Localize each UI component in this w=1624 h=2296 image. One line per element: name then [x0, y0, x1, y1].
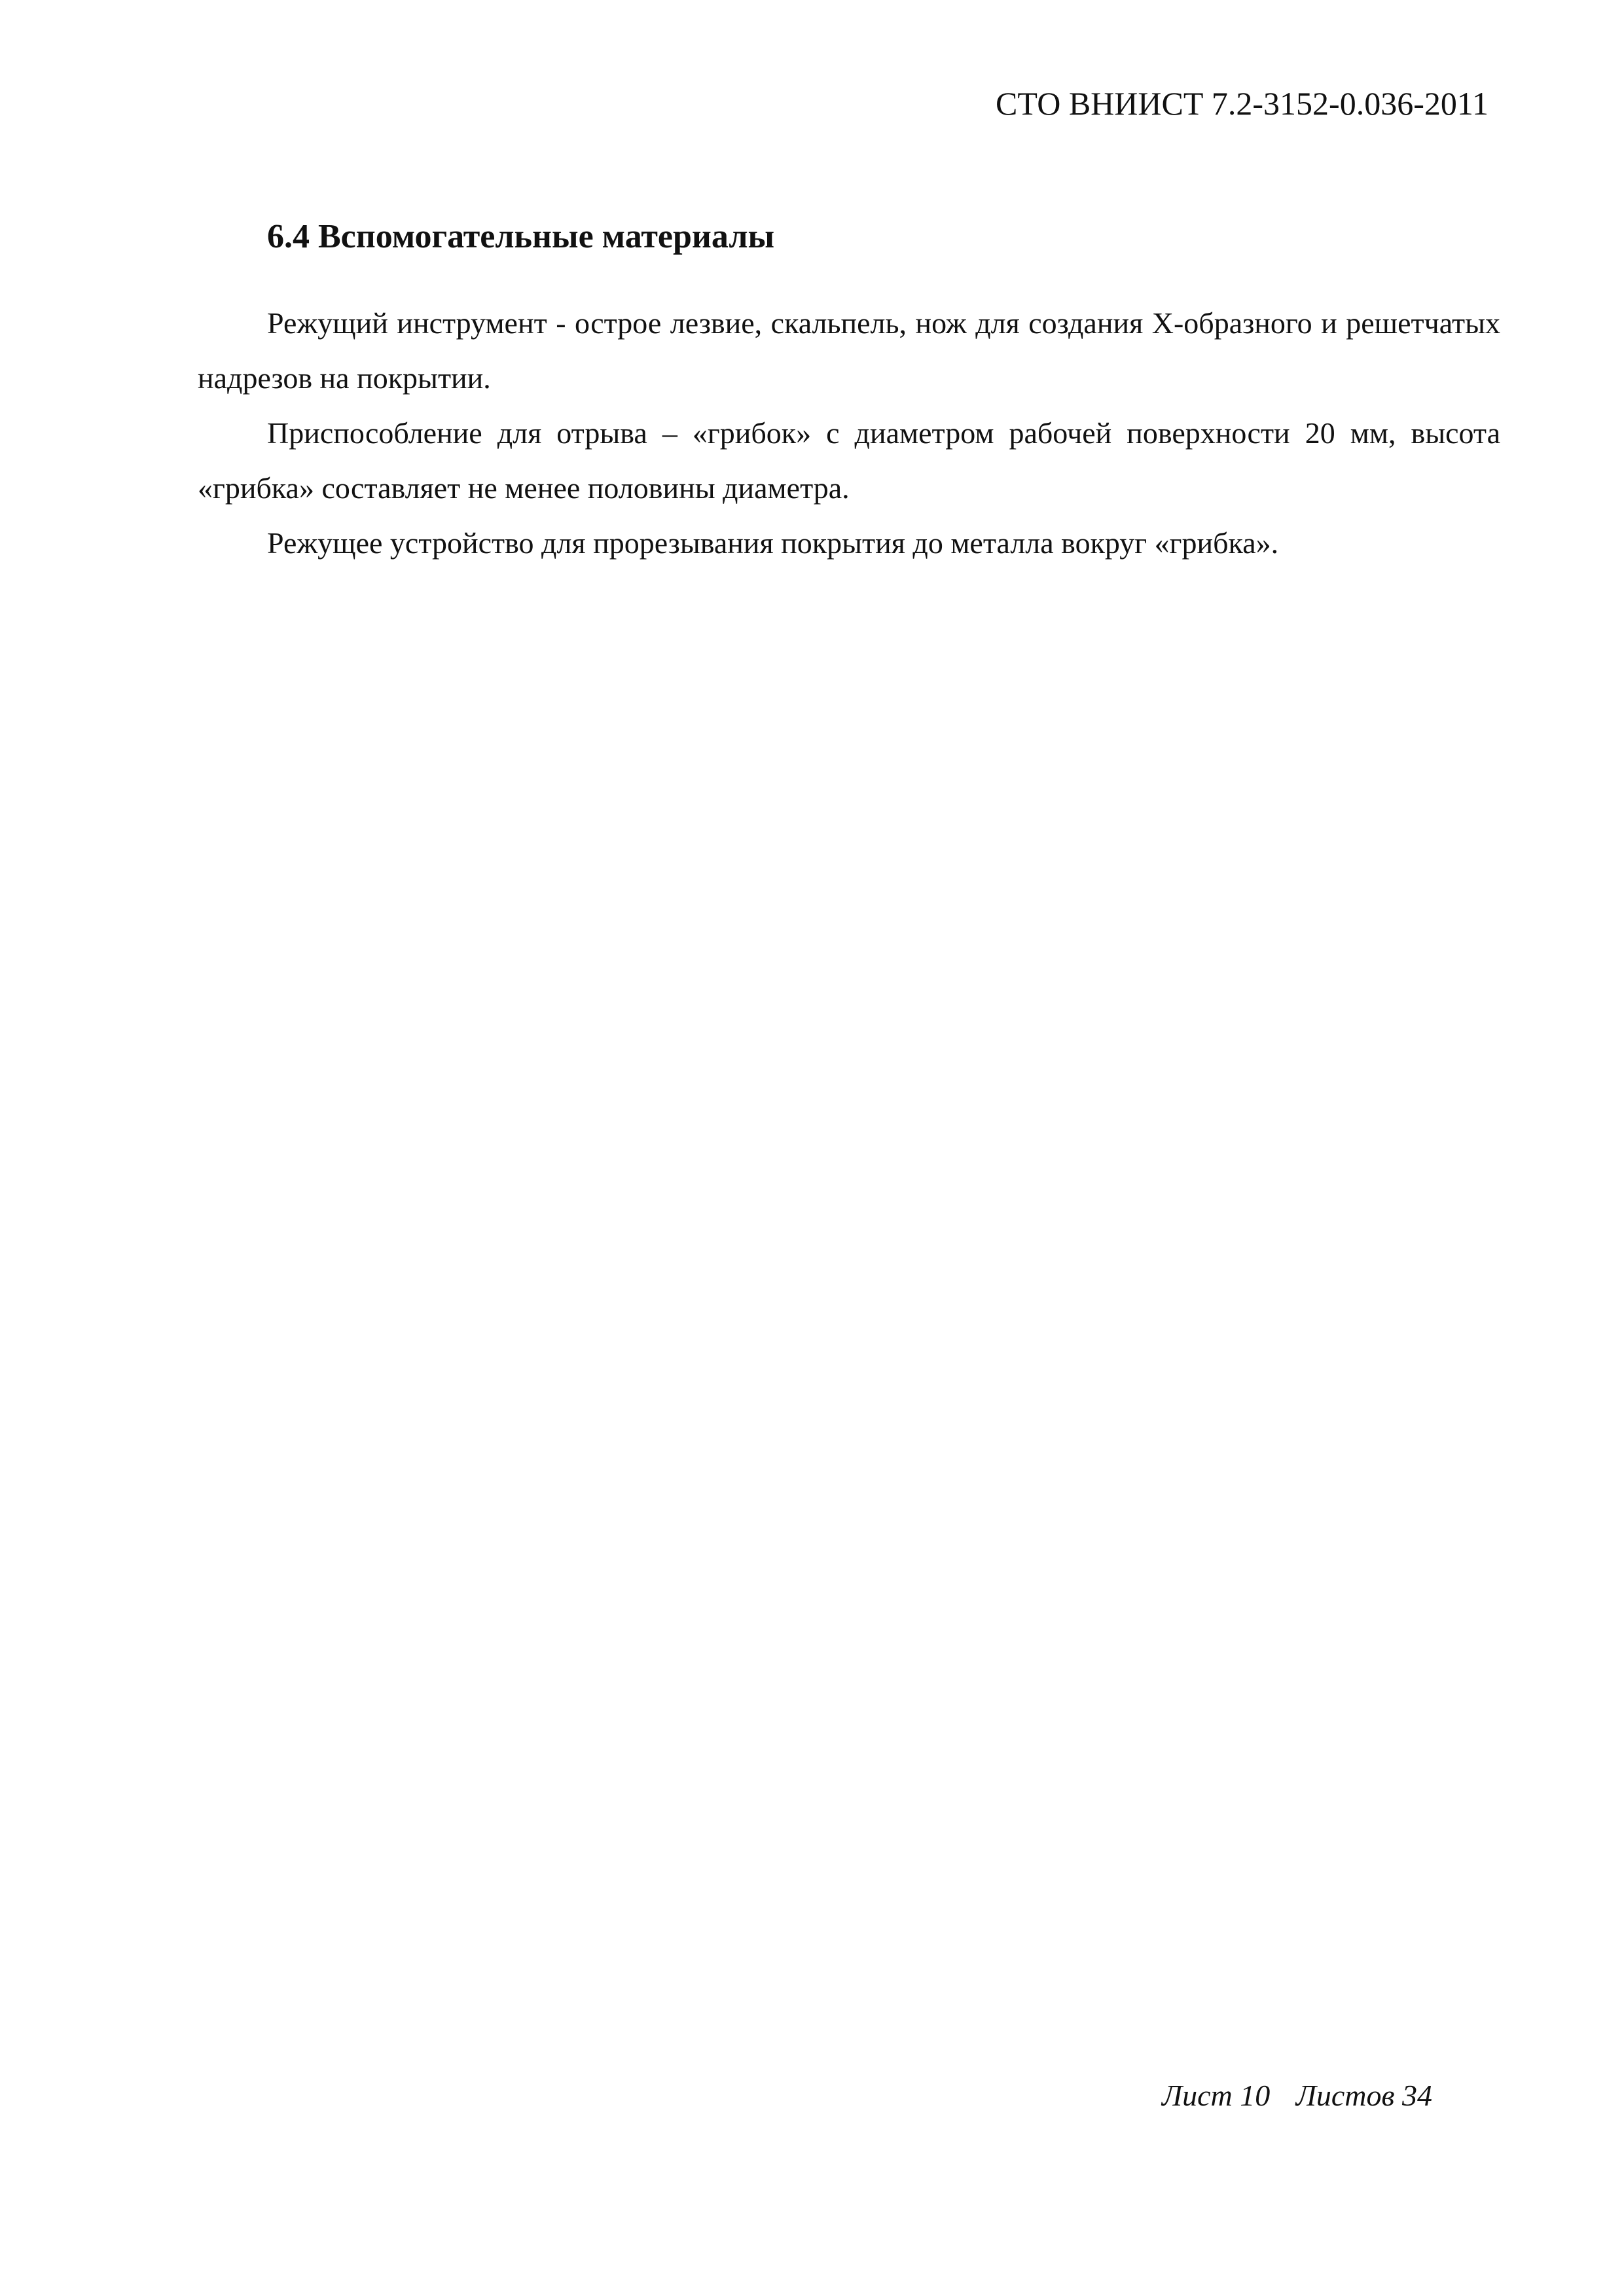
paragraph-cutting-device: Режущее устройство для прорезывания покрытия до металла вокруг «грибка». [267, 526, 1279, 560]
section-6-4 [198, 216, 1500, 571]
paragraph-cutting-tool: Режущий инструмент - острое лезвие, скальпель, нож для создания Х-образного и решетчатых надрезов на покрытии. [198, 306, 1500, 395]
sheet-number: Лист 10 [1161, 2079, 1271, 2112]
sheets-total: Листов 34 [1295, 2079, 1432, 2112]
document-code: СТО ВНИИСТ 7.2-3152-0.036-2011 [995, 85, 1489, 122]
section-heading: 6.4 Вспомогательные материалы [267, 218, 775, 255]
paragraph-pull-off-device: Приспособление для отрыва – «грибок» с диаметром рабочей поверхности 20 мм, высота «грибка» составляет не менее половины диаметра. [198, 416, 1500, 505]
sheet-footer [1162, 2076, 1432, 2115]
